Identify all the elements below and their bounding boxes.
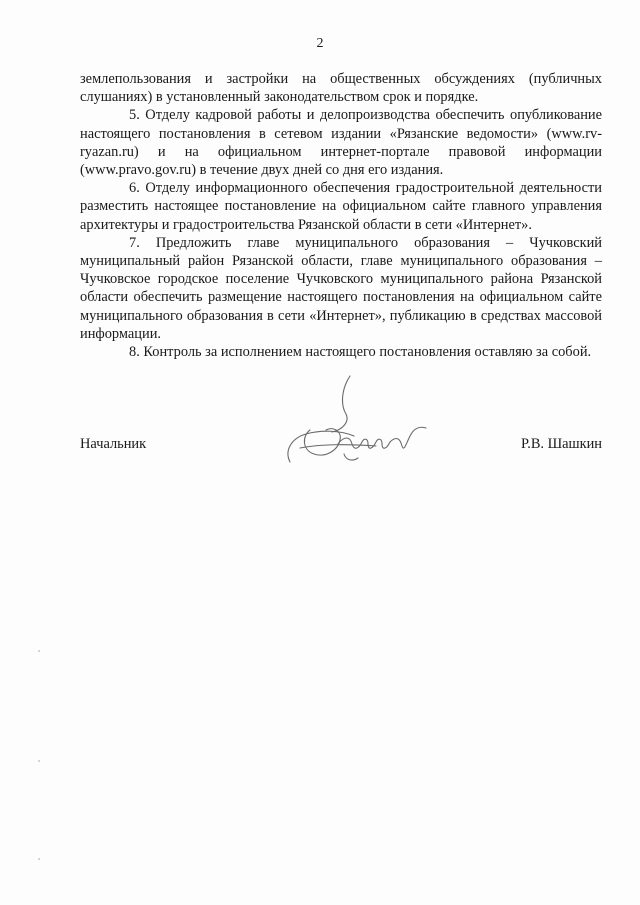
scan-artifact	[38, 858, 40, 860]
paragraph-item-8: 8. Контроль за исполнением настоящего постановления оставляю за собой.	[129, 344, 592, 361]
paragraph-item-5: 5. Отделу кадровой работы и делопроизводства обеспечить опубликование настоящего постановления в сетевом издании «Рязанские ведомости» (www.rv-ryazan.ru) и на официальном интернет-портале правовой информации (www.pravo.gov.ru) в течение двух дней со дня его издания.	[80, 107, 602, 179]
paragraph-item-6: 6. Отделу информационного обеспечения градостроительной деятельности разместить настоящее постановление на официальном сайте главного управления архитектуры и градостроительства Рязанской области в сети «Интернет».	[80, 180, 602, 233]
paragraph-continuation: землепользования и застройки на общественных обсуждениях (публичных слушаниях) в установленный законодательством срок и порядке.	[80, 71, 602, 106]
scan-artifact	[38, 650, 40, 652]
signature-block	[80, 436, 602, 466]
page-number: 2	[316, 36, 324, 51]
signatory-title: Начальник	[80, 436, 147, 452]
paragraph-item-7: 7. Предложить главе муниципального образования – Чучковский муниципальный район Рязанской области, главе муниципального образования – Чучковское городское поселение Чучковского муниципального района Рязанской области обеспечить размещение настоящего постановления на официальном сайте муниципального образования в сети «Интернет», публикацию в средствах массовой информации.	[80, 234, 602, 342]
scan-artifact	[38, 760, 40, 762]
signatory-name: Р.В. Шашкин	[521, 436, 602, 452]
document-body	[80, 70, 602, 361]
